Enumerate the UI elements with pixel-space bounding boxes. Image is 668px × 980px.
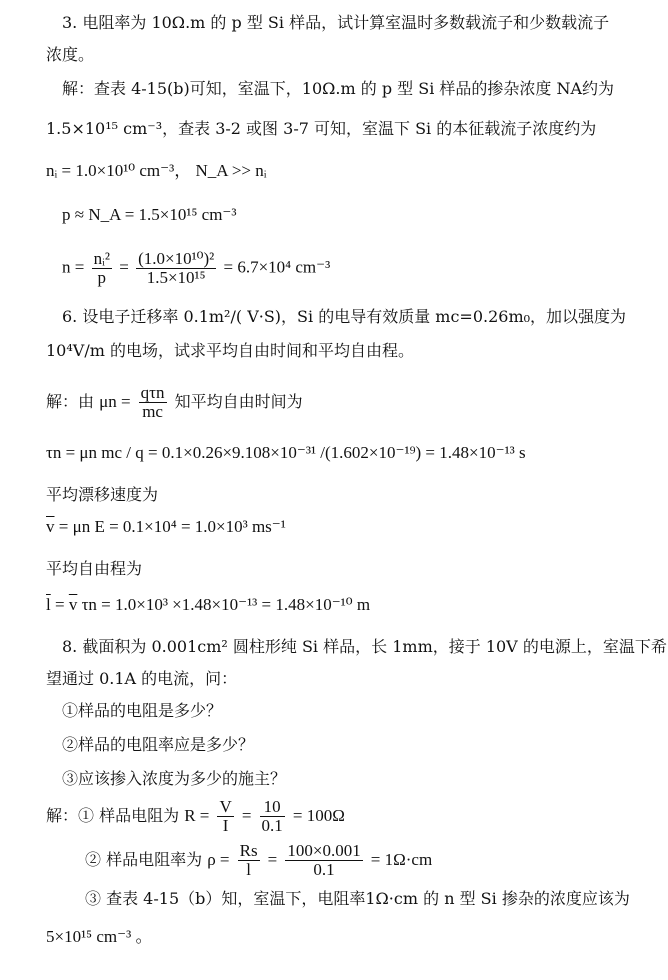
problem-8-statement: 8. 截面积为 0.001cm² 圆柱形纯 Si 样品，长 1mm，接于 10V 的电源上，室温下希 <box>62 637 667 656</box>
fraction-v-over-i <box>217 798 233 835</box>
fraction-rs-over-l <box>238 842 260 879</box>
problem-3-solution: 解：查表 4-15(b)可知，室温下，10Ω.m 的 p 型 Si 样品的掺杂浓度 NA约为 <box>62 79 615 98</box>
fraction-numerator: (1.0×10¹⁰)² <box>138 249 215 268</box>
path-expression: τn = 1.0×10³ ×1.48×10⁻¹³ = 1.48×10⁻¹⁰ m <box>77 595 371 614</box>
problem-3-solution-cont: 1.5×10¹⁵ cm⁻³，查表 3-2 或图 3-7 可知，室温下 Si 的本征载流子浓度约为 <box>46 119 597 138</box>
fraction-values <box>136 250 216 287</box>
solution-prefix: 解：由 <box>46 392 95 411</box>
equation-drift-velocity <box>46 516 638 538</box>
fraction-q-tau-over-mc <box>139 384 167 421</box>
fraction-denominator: I <box>222 816 229 835</box>
fraction-numerator: V <box>219 797 232 816</box>
solution-suffix: 知平均自由时间为 <box>174 392 303 411</box>
equation-hole-concentration: p ≈ N_A = 1.5×10¹⁵ cm⁻³ <box>62 205 237 224</box>
fraction-numerator: nᵢ² <box>93 249 110 268</box>
fraction-ni2-over-p <box>92 250 112 287</box>
equals-sign: = <box>50 595 69 614</box>
equation-intrinsic-concentration: nᵢ = 1.0×10¹⁰ cm⁻³， N_A >> nᵢ <box>46 161 267 180</box>
problem-8-question-3: ③应该掺入浓度为多少的施主？ <box>62 769 287 788</box>
resistance-rhs: = 100Ω <box>292 806 345 825</box>
problem-8-statement-cont: 望通过 0.1A 的电流，问： <box>46 669 238 688</box>
answer-doping: ③ 查表 4-15（b）知，室温下，电阻率1Ω·cm 的 n 型 Si 掺杂的浓度应该为 <box>85 889 630 908</box>
resistivity-rhs: = 1Ω·cm <box>370 850 433 869</box>
path-symbol: $\overline{l}$ <box>46 595 51 614</box>
answer-prefix: ② 样品电阻率为 <box>85 850 203 869</box>
resistance-lhs: R = <box>184 806 210 825</box>
fraction-denominator: mc <box>142 402 163 421</box>
velocity-symbol: $\overline{v}$ <box>46 517 55 536</box>
answer-prefix: 解：① 样品电阻为 <box>46 806 180 825</box>
equation-mean-free-time: τn = μn mc / q = 0.1×0.26×9.108×10⁻³¹ /(1.602×10⁻¹⁹) = 1.48×10⁻¹³ s <box>46 443 526 462</box>
fraction-denominator: 1.5×10¹⁵ <box>146 268 206 287</box>
fraction-10-over-0.1 <box>260 798 285 835</box>
resistivity-lhs: ρ = <box>207 850 230 869</box>
mobility-lhs: μn = <box>99 392 131 411</box>
fraction-values <box>285 842 362 879</box>
problem-6-solution-intro <box>46 384 638 421</box>
eq-n-lhs: n = <box>62 257 85 277</box>
fraction-numerator: qτn <box>140 383 165 402</box>
fraction-denominator: 0.1 <box>313 860 335 879</box>
fraction-numerator: 100×0.001 <box>287 841 361 860</box>
velocity-symbol: $\overline{v}$ <box>68 595 78 614</box>
fraction-denominator: p <box>97 268 107 287</box>
answer-doping-value: 5×10¹⁵ cm⁻³ 。 <box>46 927 153 946</box>
eq-n-rhs: = 6.7×10⁴ cm⁻³ <box>223 257 331 277</box>
problem-8-question-1: ①样品的电阻是多少？ <box>62 701 223 720</box>
equals-sign: = <box>241 806 252 825</box>
equals-sign: = <box>267 850 278 869</box>
problem-6-statement-cont: 10⁴V/m 的电场，试求平均自由时间和平均自由程。 <box>46 341 414 360</box>
fraction-numerator: 10 <box>260 798 285 817</box>
fraction-numerator: Rs <box>239 841 258 860</box>
equation-mean-free-path <box>46 594 638 616</box>
answer-resistivity <box>85 842 638 879</box>
velocity-expression: = μn E = 0.1×10⁴ = 1.0×10³ ms⁻¹ <box>54 517 286 536</box>
problem-3-statement-cont: 浓度。 <box>46 45 95 64</box>
fraction-denominator: l <box>246 860 251 879</box>
equation-electron-concentration: n = $\frac{\text{nᵢ²}}{p}$ = $\frac{\text{(1.0×10¹⁰)²}}{\text{1.5×10¹⁵}}$ = 6.7×10⁴ cm⁻³ <box>62 249 331 287</box>
drift-velocity-label: 平均漂移速度为 <box>46 485 159 504</box>
problem-8-question-2: ②样品的电阻率应是多少？ <box>62 735 255 754</box>
mean-free-path-label: 平均自由程为 <box>46 559 143 578</box>
problem-6-statement: 6. 设电子迁移率 0.1m²/( V·S)，Si 的电导有效质量 mc=0.26m₀，加以强度为 <box>62 307 627 326</box>
answer-resistance <box>46 798 638 835</box>
problem-3-statement: 3. 电阻率为 10Ω.m 的 p 型 Si 样品，试计算室温时多数载流子和少数载流子 <box>62 13 610 32</box>
fraction-denominator: 0.1 <box>261 816 283 835</box>
